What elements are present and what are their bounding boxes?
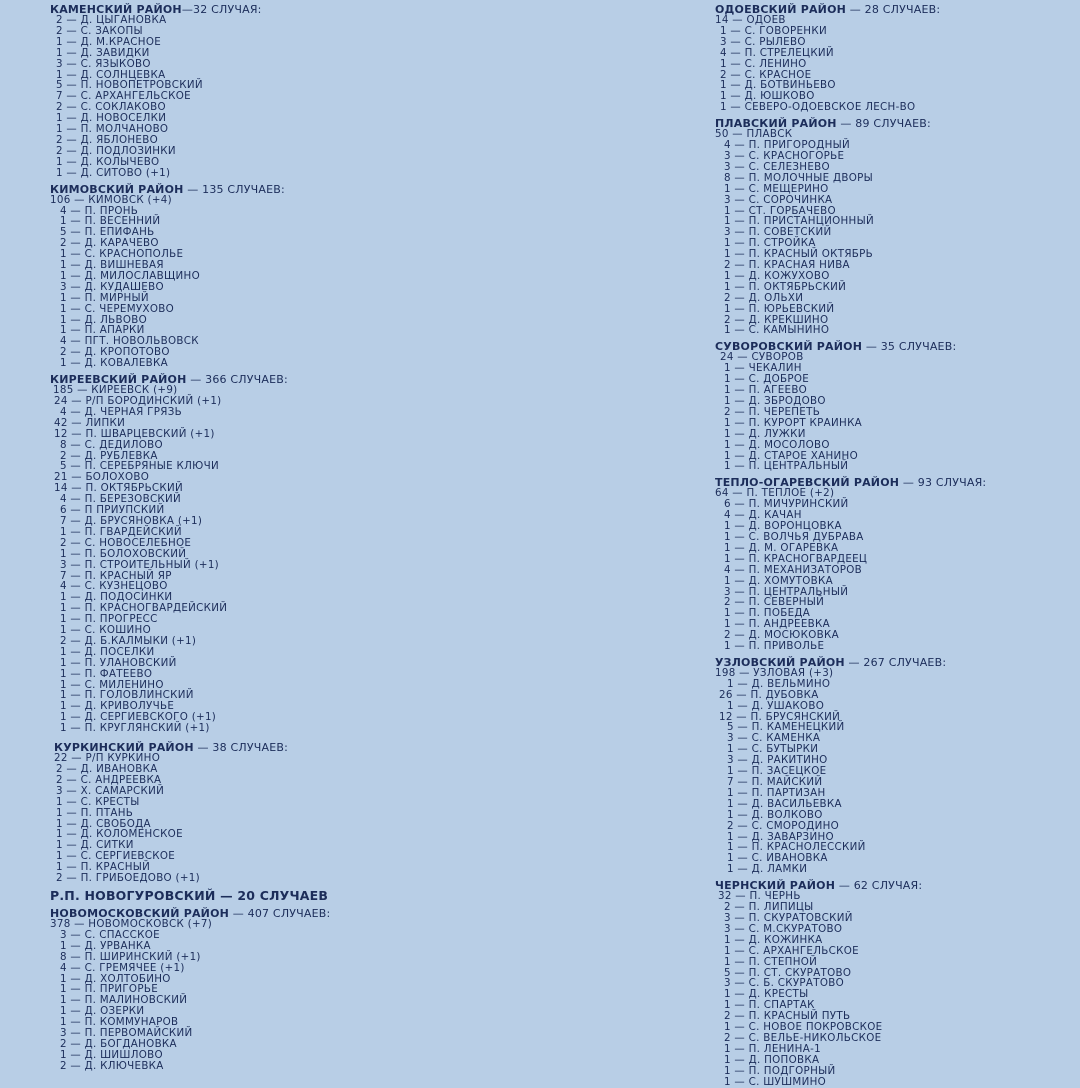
locality-row: 3 — С. ЯЗЫКОВО [56,57,151,70]
district-section [715,4,1075,113]
locality-row: 1 — Д. КОВАЛЕВКА [60,357,168,370]
locality-row: 2 — П. ЛИПИЦЫ [724,901,814,914]
locality-row: 8 — П. ШИРИНСКИЙ (+1) [60,950,201,963]
locality-row: 2 — С. КРАСНОЕ [720,68,812,81]
locality-row: 1 — П. МАЛИНОВСКИЙ [60,994,188,1007]
locality-row: 1 — П. КРАСНОЛЕССКИЙ [727,841,866,854]
locality-row: 4 — Д. КАЧАН [724,509,802,522]
locality-row: 2 — Д. КАРАЧЕВО [60,237,159,250]
locality-row: 4 — П. ПРОНЬ [60,204,139,217]
district-summary: — 267 СЛУЧАЕВ: [844,655,947,669]
district-section [715,880,1075,1087]
locality-row: 8 — П. МОЛОЧНЫЕ ДВОРЫ [724,171,873,184]
district-name: КУРКИНСКИЙ РАЙОН [54,741,194,755]
locality-row: 1 — С. ГОВОРЕНКИ [720,24,827,37]
locality-row: 1 — Д. СВОБОДА [56,817,151,830]
locality-row: 1 — Д. КРИВОЛУЧЬЕ [60,700,175,713]
locality-row: 1 — Д. УШАКОВО [727,699,825,712]
locality-row: 1 — Д. ВЕЛЬМИНО [727,677,831,690]
locality-row: 12 — П. БРУСЯНСКИЙ [719,710,841,723]
locality-row: 3 — Д. РАКИТИНО [727,754,828,767]
locality-row: 3 — С. КРАСНОГОРЬЕ [724,149,845,162]
district-section [50,4,650,179]
locality-row: 185 — КИРЕЕВСК (+9) [53,384,178,397]
locality-row: 1 — Д. М. ОГАРЕВКА [724,541,839,554]
locality-row: 2 — С. НОВОСЕЛЕБНОЕ [60,536,192,549]
locality-row: 2 — Д. ЯБЛОНЕВО [56,133,158,146]
locality-row: 1 — Д. ЛЬВОВО [60,313,148,326]
locality-row: 1 — Д. КРЕСТЫ [724,988,809,1001]
locality-row: 1 — Д. ВАСИЛЬЕВКА [727,797,842,810]
district-section [50,889,650,903]
locality-row: 3 — С. М.СКУРАТОВО [724,922,843,935]
locality-row: 1 — П. ПРОГРЕСС [60,613,158,626]
locality-row: 24 — СУВОРОВ [720,351,804,364]
left-column [50,4,650,1072]
locality-row: 3 — Д. КУДАШЕВО [60,280,164,293]
locality-row: 2 — Д. КРЕКШИНО [724,313,829,326]
locality-row: 1 — Д. ВОЛКОВО [727,808,823,821]
locality-row: 1 — П. ОКТЯБРЬСКИЙ [724,280,847,293]
locality-row: 2 — П. ГРИБОЕДОВО (+1) [56,872,200,885]
locality-row: 1 — Д. МОСОЛОВО [724,438,830,451]
district-name: ОДОЕВСКИЙ РАЙОН [715,3,847,16]
locality-row: 1 — П. МИРНЫЙ [60,291,149,304]
locality-row: 2 — Д. КРОПОТОВО [60,346,170,359]
locality-row: 24 — Р/П БОРОДИНСКИЙ (+1) [54,395,222,407]
locality-row: 3 — П. СКУРАТОВСКИЙ [724,911,853,924]
locality-row: 1 — П. ПОДГОРНЫЙ [724,1064,836,1077]
locality-row: 1 — П. УЛАНОВСКИЙ [60,656,177,669]
locality-row: 1 — С. МИЛЕНИНО [60,678,164,691]
district-section [50,908,650,1072]
district-summary: — 62 СЛУЧАЯ: [835,879,923,893]
locality-row: 14 — П. ОКТЯБРЬСКИЙ [54,482,184,495]
locality-row: 4 — П. ПРИГОРОДНЫЙ [724,139,851,152]
right-column [715,4,1075,1087]
locality-row: 32 — П. ЧЕРНЬ [718,890,801,903]
locality-row: 3 — Х. САМАРСКИЙ [56,784,165,797]
locality-row: 1 — Д. КОЖИНКА [724,933,823,946]
locality-row: 1 — П. КРАСНОГВАРДЕЕЦ [724,552,868,565]
locality-row: 3 — С. КАМЕНКА [727,732,821,745]
locality-row: 1 — Д. СИТКИ [56,839,134,852]
district-name: КИРЕЕВСКИЙ РАЙОН [50,373,187,387]
locality-row: 5 — П. НОВОПЕТРОВСКИЙ [56,79,203,92]
locality-row: 3 — П. СОВЕТСКИЙ [724,226,832,239]
locality-row: 1 — П. КРАСНЫЙ [56,861,151,874]
locality-row: 1 — Д. КОЛОМЕНСКОЕ [56,828,183,841]
locality-row: 1 — П. ПТАНЬ [56,806,134,819]
locality-row: 2 — Д. ИВАНОВКА [56,763,158,775]
locality-row: 1 — С. АРХАНГЕЛЬСКОЕ [724,944,859,957]
district-section [715,118,1075,336]
locality-row: 1 — С. КРЕСТЫ [56,795,140,808]
locality-row: 1 — Д. КОЖУХОВО [724,269,830,282]
locality-row: 1 — Д. ПОДОСИНКИ [60,591,173,604]
locality-row: 1 — С. КРАСНОПОЛЬЕ [60,248,184,261]
locality-row: 1 — ЧЕКАЛИН [724,362,802,375]
locality-row: 1 — Д. ЛУЖКИ [724,427,806,440]
locality-row: 1 — П. ПРИСТАНЦИОННЫЙ [724,215,874,228]
locality-row: 1 — П. КРАСНЫЙ ОКТЯБРЬ [724,248,874,261]
locality-row: 5 — П. СТ. СКУРАТОВО [724,966,852,979]
locality-row: 2 — Д. КЛЮЧЕВКА [60,1059,164,1072]
locality-row: 1 — П. ЮРЬЕВСКИЙ [724,302,835,315]
locality-row: 1 — С. ИВАНОВКА [727,852,828,865]
locality-row: 5 — П. ЕПИФАНЬ [60,226,155,239]
locality-row: 1 — Д. ВОРОНЦОВКА [724,520,842,533]
district-summary: — 93 СЛУЧАЯ: [899,476,987,490]
locality-row: 3 — П. СТРОИТЕЛЬНЫЙ (+1) [60,558,219,571]
locality-row: 1 — П. КОММУНАРОВ [60,1016,179,1029]
locality-row: 1 — Д. СТАРОЕ ХАНИНО [724,449,858,462]
locality-row: 1 — С. КОШИНО [60,624,152,637]
locality-row: 2 — П. СЕВЕРНЫЙ [724,596,825,609]
locality-row: 1 — П. МОЛЧАНОВО [56,123,169,136]
locality-row: 1 — П. КУРОРТ КРАИНКА [724,416,863,429]
locality-row: 3 — С. СЕЛЕЗНЕВО [724,160,830,173]
locality-row: 6 — П ПРИУПСКИЙ [60,504,165,517]
locality-row: 1 — С. БУТЫРКИ [727,743,819,756]
locality-row: 1 — Д. ЗБРОДОВО [724,395,826,407]
locality-row: 1 — Д. УРВАНКА [60,939,151,952]
district-name: КАМЕНСКИЙ РАЙОН [50,3,182,16]
district-summary: — 20 СЛУЧАЕВ [215,887,329,903]
locality-row: 1 — П. АНДРЕЕВКА [724,618,830,631]
locality-row: 1 — П. БОЛОХОВСКИЙ [60,547,187,560]
locality-row: 1 — Д. ХОМУТОВКА [724,574,833,587]
locality-row: 1 — П. ЗАСЕЦКОЕ [727,765,827,778]
district-section [715,341,1075,472]
locality-row: 2 — Д. ЦЫГАНОВКА [56,14,167,26]
district-summary: — 407 СЛУЧАЕВ: [229,906,331,920]
district-heading [50,889,650,903]
locality-row: 1 — С. ВОЛЧЬЯ ДУБРАВА [724,530,864,543]
locality-row: 2 — П. КРАСНАЯ НИВА [724,259,850,272]
locality-row: 1 — П. ГВАРДЕЙСКИЙ [60,525,182,538]
locality-row: 106 — КИМОВСК (+4) [50,193,172,206]
locality-row: 1 — С. ШУШМИНО [724,1075,827,1088]
locality-row: 3 — С. Б. СКУРАТОВО [724,977,845,990]
locality-row: 1 — Д. ЮШКОВО [720,90,815,103]
locality-row: 1 — Д. ХОЛТОБИНО [60,972,171,985]
locality-row: 2 — С. СМОРОДИНО [727,819,840,832]
locality-row: 1 — П. ГОЛОВЛИНСКИЙ [60,689,194,702]
locality-row: 1 — Д. МИЛОСЛАВЩИНО [60,269,200,282]
locality-row: 1 — Д. СИТОВО (+1) [56,166,171,179]
district-section [50,742,650,884]
locality-row: 1 — П. СПАРТАК [724,999,815,1012]
locality-row: 1 — Д. СОЛНЦЕВКА [56,68,166,81]
locality-row: 1 — Д. ПОПОВКА [724,1053,820,1066]
locality-row: 378 — НОВОМОСКОВСК (+7) [50,917,213,930]
locality-row: 1 — СТ. ГОРБАЧЕВО [724,204,836,217]
district-name: СУВОРОВСКИЙ РАЙОН [715,340,863,354]
district-section [715,657,1075,875]
locality-row: 1 — Д. ЛАМКИ [727,863,808,876]
locality-row: 2 — Д. Б.КАЛМЫКИ (+1) [60,634,197,647]
locality-row: 1 — Д. ЗАВАРЗИНО [727,830,834,843]
locality-row: 1 — П. ПОБЕДА [724,607,811,620]
locality-row: 4 — Д. ЧЕРНАЯ ГРЯЗЬ [60,405,182,418]
locality-row: 2 — П. ЧЕРЕПЕТЬ [724,405,821,418]
locality-row: 64 — П. ТЕПЛОЕ (+2) [715,487,835,500]
locality-row: 1 — П. СТРОЙКА [724,237,816,250]
locality-row: 3 — С. СПАССКОЕ [60,928,160,941]
locality-row: 1 — С. СЕРГИЕВСКОЕ [56,850,176,863]
locality-row: 2 — С. АНДРЕЕВКА [56,773,162,786]
district-summary: — 38 СЛУЧАЕВ: [193,741,289,755]
locality-row: 1 — Д. НОВОСЕЛКИ [56,112,167,125]
locality-row: 7 — П. КРАСНЫЙ ЯР [60,569,172,582]
locality-row: 7 — С. АРХАНГЕЛЬСКОЕ [56,90,191,103]
locality-row: 1 — П. КРУГЛЯНСКИЙ (+1) [60,722,210,735]
district-summary: —32 СЛУЧАЯ: [181,3,262,16]
district-name: ЧЕРНСКИЙ РАЙОН [715,879,836,893]
district-heading [50,184,650,195]
district-name: ПЛАВСКИЙ РАЙОН [715,117,837,131]
district-section [50,184,650,370]
locality-row: 2 — Д. БОГДАНОВКА [60,1037,177,1050]
locality-row: 1 — Д. БОТВИНЬЕВО [720,79,836,92]
locality-row: 1 — СЕВЕРО-ОДОЕВСКОЕ ЛЕСН-ВО [720,101,916,114]
locality-row: 1 — С. КАМЫНИНО [724,324,830,337]
locality-row: 2 — Д. ОЛЬХИ [724,291,804,304]
district-name: КИМОВСКИЙ РАЙОН [50,182,184,196]
locality-row: 1 — Д. ЗАВИДКИ [56,46,150,59]
locality-row: 2 — Д. РУБЛЕВКА [60,449,158,462]
district-summary: — 28 СЛУЧАЕВ: [846,3,941,16]
locality-row: 6 — П. МИЧУРИНСКИЙ [724,498,849,511]
locality-row: 42 — ЛИПКИ [54,416,126,429]
locality-row: 1 — П. ПРИВОЛЬЕ [724,640,825,653]
locality-row: 1 — Д. КОЛЫЧЕВО [56,155,160,168]
locality-row: 1 — П. ЛЕНИНА-1 [724,1042,821,1055]
locality-row: 1 — П. ЦЕНТРАЛЬНЫЙ [724,460,849,473]
locality-row: 21 — БОЛОХОВО [54,471,150,484]
district-name: Р.П. НОВОГУРОВСКИЙ [50,887,216,903]
locality-row: 2 — П. КРАСНЫЙ ПУТЬ [724,1010,851,1023]
locality-row: 198 — УЗЛОВАЯ (+3) [715,666,834,679]
locality-row: 5 — П. СЕРЕБРЯНЫЕ КЛЮЧИ [60,460,219,473]
district-section [715,477,1075,652]
locality-row: 4 — С. КУЗНЕЦОВО [60,580,168,593]
locality-row: 1 — Д. СЕРГИЕВСКОГО (+1) [60,711,217,724]
locality-row: 8 — С. ДЕДИЛОВО [60,438,163,451]
locality-row: 2 — С. СОКЛАКОВО [56,101,166,114]
locality-row: 14 — ОДОЕВ [715,14,786,26]
locality-row: 1 — П. АПАРКИ [60,324,145,337]
district-name: ТЕПЛО-ОГАРЕВСКИЙ РАЙОН [715,476,900,490]
locality-row: 1 — Д. ПОСЕЛКИ [60,645,155,658]
locality-row: 3 — П. ПЕРВОМАЙСКИЙ [60,1027,193,1040]
locality-row: 3 — П. ЦЕНТРАЛЬНЫЙ [724,585,849,598]
locality-row: 4 — П. СТРЕЛЕЦКИЙ [720,46,834,59]
locality-row: 3 — С. РЫЛЕВО [720,35,806,48]
locality-row: 1 — Д. ОЗЕРКИ [60,1005,145,1018]
district-name: НОВОМОСКОВСКИЙ РАЙОН [50,906,230,920]
locality-row: 1 — Д. М.КРАСНОЕ [56,35,162,48]
locality-row: 1 — П. СТЕПНОЙ [724,955,818,968]
locality-row: 1 — С. ЛЕНИНО [720,57,807,70]
locality-row: 1 — С. ДОБРОЕ [724,373,810,386]
locality-row: 4 — П. МЕХАНИЗАТОРОВ [724,563,863,576]
locality-row: 3 — С. СОРОЧИНКА [724,193,833,206]
locality-row: 22 — Р/П КУРКИНО [54,752,161,765]
locality-row: 5 — П. КАМЕНЕЦКИЙ [727,721,845,734]
locality-row: 2 — С. ЗАКОПЫ [56,24,143,37]
locality-row: 1 — П. ПРИГОРЬЕ [60,983,159,996]
locality-row: 2 — С. ВЕЛЬЕ-НИКОЛЬСКОЕ [724,1031,882,1044]
district-summary: — 135 СЛУЧАЕВ: [183,182,285,196]
locality-row: 26 — П. ДУБОВКА [719,688,819,701]
district-section [50,374,650,734]
district-summary: — 366 СЛУЧАЕВ: [186,373,288,387]
locality-row: 1 — С. МЕЩЕРИНО [724,182,829,195]
locality-row: 4 — ПГТ. НОВОЛЬВОВСК [60,335,199,348]
locality-row: 1 — Д. ШИШЛОВО [60,1048,163,1061]
locality-row: 7 — Д. БРУСЯНОВКА (+1) [60,514,203,527]
locality-row: 2 — Д. МОСЮКОВКА [724,629,839,642]
locality-row: 7 — П. МАЙСКИЙ [727,776,823,788]
locality-row: 50 — ПЛАВСК [715,128,793,141]
locality-row: 1 — С. НОВОЕ ПОКРОВСКОЕ [724,1021,883,1034]
district-summary: — 89 СЛУЧАЕВ: [836,117,931,131]
locality-row: 1 — Д. ВИШНЕВАЯ [60,259,164,272]
district-name: УЗЛОВСКИЙ РАЙОН [715,655,845,669]
locality-row: 12 — П. ШВАРЦЕВСКИЙ (+1) [54,427,215,440]
locality-row: 4 — П. БЕРЕЗОВСКИЙ [60,493,182,506]
locality-row: 1 — П. КРАСНОГВАРДЕЙСКИЙ [60,602,228,615]
locality-row: 1 — П. АГЕЕВО [724,384,808,397]
locality-row: 1 — П. ПАРТИЗАН [727,786,826,799]
locality-row: 1 — П. ФАТЕЕВО [60,667,153,680]
district-summary: — 35 СЛУЧАЕВ: [862,340,957,354]
locality-row: 1 — С. ЧЕРЕМУХОВО [60,302,174,315]
locality-row: 1 — П. ВЕСЕННИЙ [60,215,161,228]
locality-row: 4 — С. ГРЕМЯЧЕЕ (+1) [60,961,185,974]
locality-row: 2 — Д. ПОДЛОЗИНКИ [56,144,176,157]
